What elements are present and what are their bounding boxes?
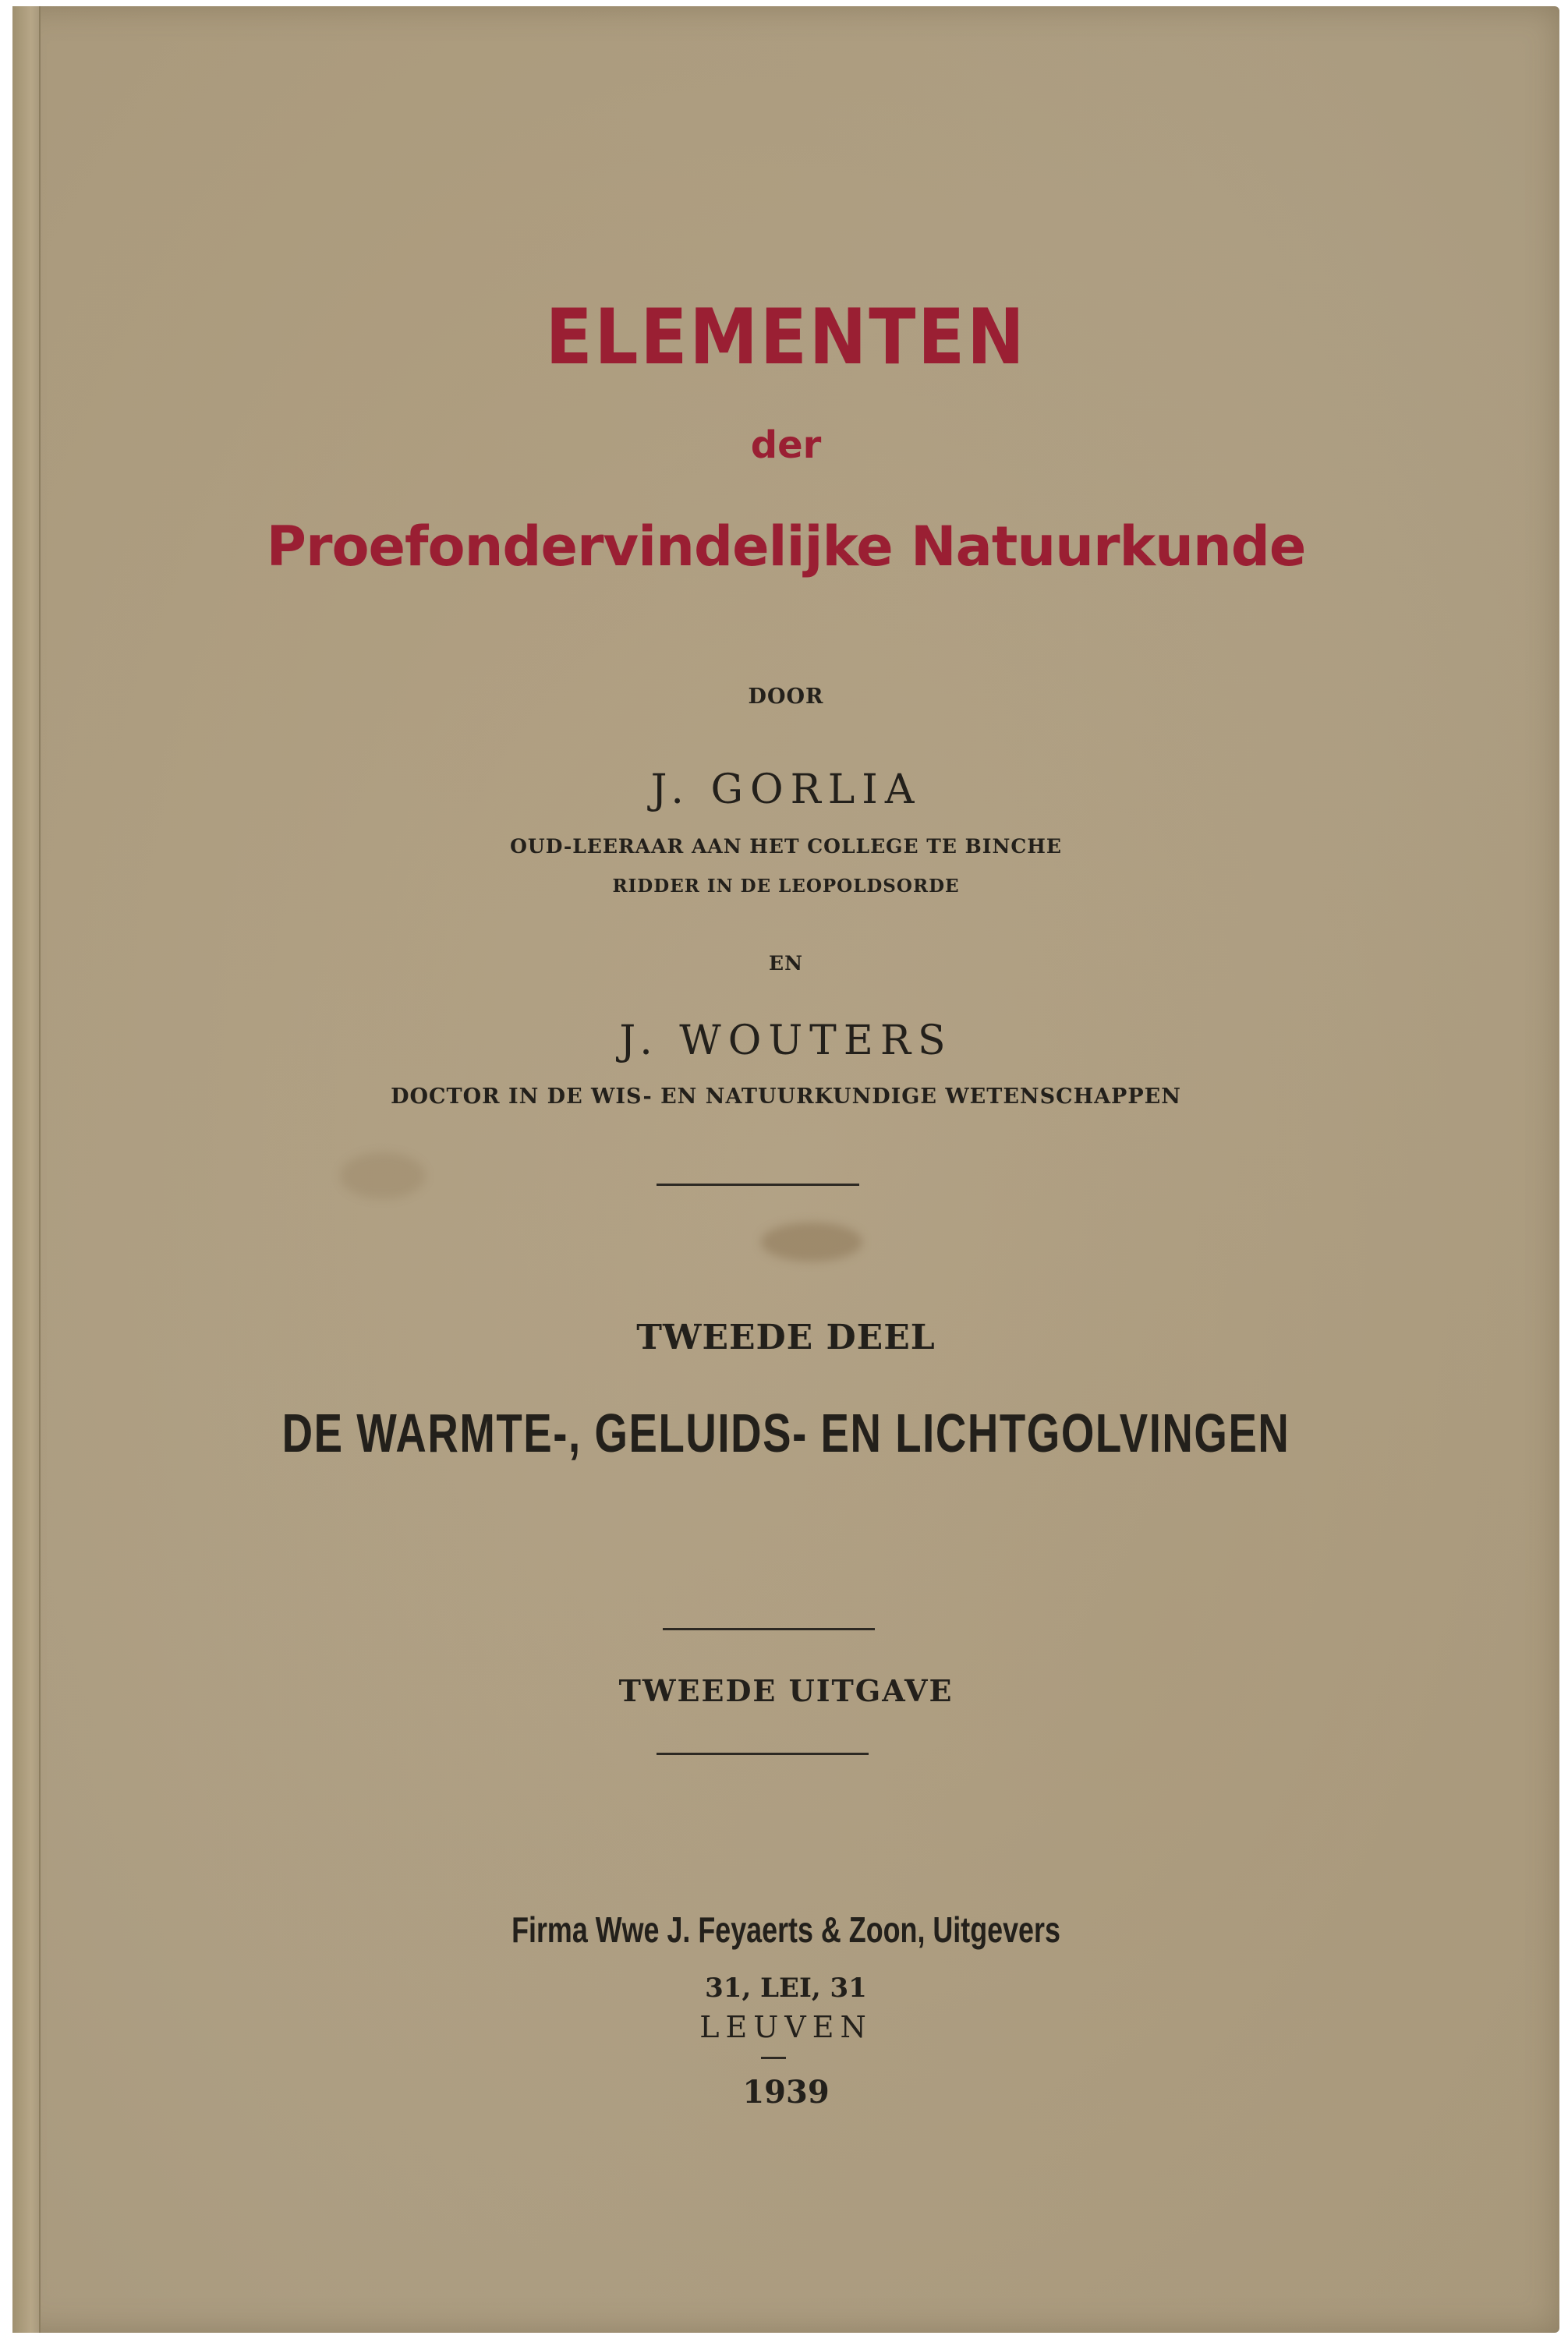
edition-label: TWEEDE UITGAVE bbox=[618, 1673, 954, 1708]
paper-stain bbox=[340, 1152, 426, 1199]
divider-rule bbox=[663, 1628, 875, 1630]
author1-line2: RIDDER IN DE LEOPOLDSORDE bbox=[612, 876, 960, 897]
author1-name: J. GORLIA bbox=[650, 766, 922, 813]
paper-stain bbox=[761, 1223, 862, 1262]
city-year-dash bbox=[761, 2057, 786, 2059]
title-main: ELEMENTEN bbox=[545, 293, 1027, 382]
author2-name: J. WOUTERS bbox=[619, 1017, 953, 1064]
publisher-city: LEUVEN bbox=[699, 2010, 872, 2044]
publisher-address: 31, LEI, 31 bbox=[705, 1973, 867, 2004]
title-connector: der bbox=[750, 423, 822, 467]
volume-subject: DE WARMTE-, GELUIDS- EN LICHTGOLVINGEN bbox=[281, 1403, 1290, 1463]
author1-line1: OUD-LEERAAR AAN HET COLLEGE TE BINCHE bbox=[510, 835, 1062, 858]
and-label: EN bbox=[769, 952, 803, 975]
divider-rule bbox=[657, 1753, 869, 1755]
publisher-name: Firma Wwe J. Feyaerts & Zoon, Uitgevers bbox=[511, 1909, 1060, 1950]
divider-rule bbox=[657, 1184, 859, 1186]
author2-line1: DOCTOR IN DE WIS- EN NATUURKUNDIGE WETENSCHAPPEN bbox=[391, 1085, 1181, 1109]
title-subtitle: Proefondervindelijke Natuurkunde bbox=[266, 515, 1306, 579]
book-cover bbox=[12, 6, 1559, 2333]
by-label: DOOR bbox=[748, 685, 824, 709]
volume-part: TWEEDE DEEL bbox=[636, 1318, 936, 1357]
publication-year: 1939 bbox=[742, 2074, 830, 2111]
